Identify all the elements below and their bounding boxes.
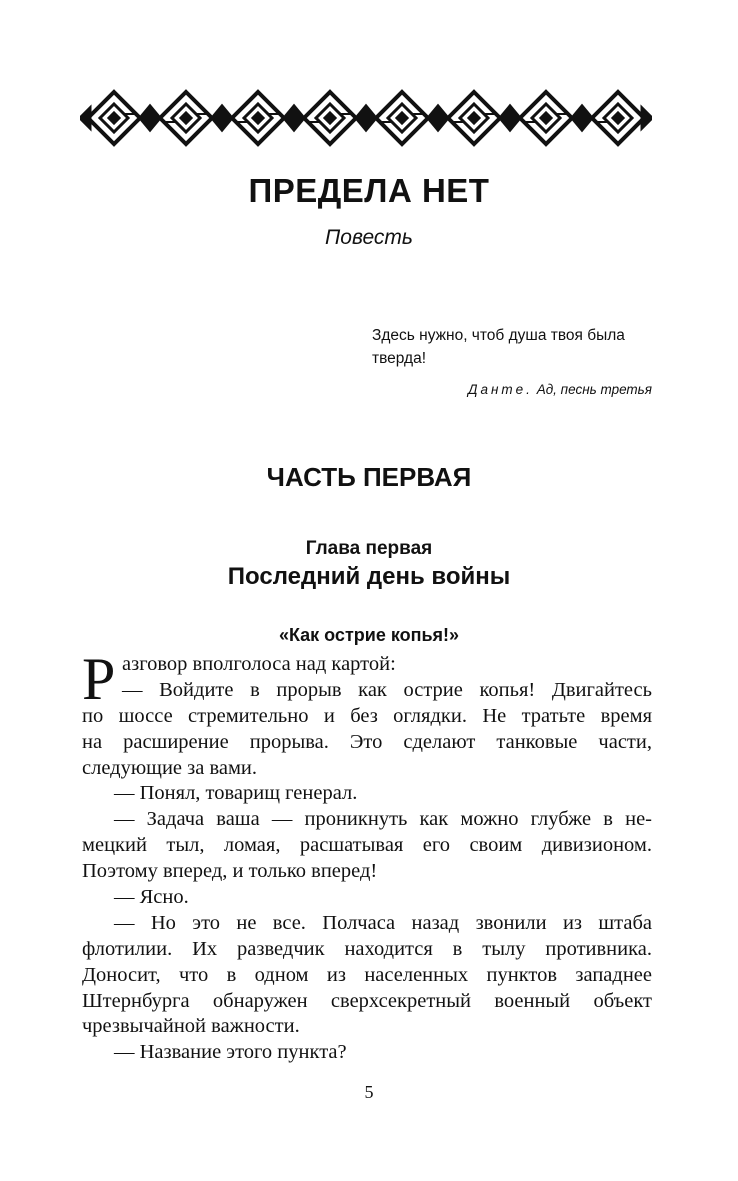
text-line: — Название этого пункта?	[114, 1041, 347, 1064]
text-line: Поэтому вперед, и только вперед!	[82, 860, 378, 883]
decorative-border-ornament	[80, 88, 652, 148]
chapter-title: Последний день войны	[227, 563, 511, 590]
epigraph-author: Данте.	[467, 382, 533, 397]
text-line: по шоссе стремительно и без оглядки. Не тратьте время	[82, 704, 652, 727]
part-title: ЧАСТЬ ПЕРВАЯ	[266, 462, 472, 492]
page-number: 5	[364, 1082, 374, 1102]
text-line: азговор вполголоса над картой:	[122, 653, 396, 675]
text-line: — Но это не все. Полчаса назад звонили из штаба	[114, 911, 652, 934]
text-line: — Ясно.	[114, 886, 189, 909]
drop-cap: Р	[82, 646, 116, 712]
text-line: Доносит, что в одном из населенных пунктов западнее	[82, 963, 652, 986]
chapter-number: Глава первая	[305, 538, 433, 559]
text-line: на расширение прорыва. Это сделают танковые части,	[82, 730, 652, 753]
text-line: Штернбурга обнаружен сверхсекретный военный объект	[82, 989, 652, 1012]
text-line: мецкий тыл, ломая, расшатывая его своим дивизионом.	[82, 834, 652, 857]
book-title: ПРЕДЕЛА НЕТ	[248, 172, 490, 209]
book-subtitle: Повесть	[325, 226, 413, 249]
text-line: чрезвычайной важности.	[82, 1015, 300, 1038]
epigraph-quote: Здесь нужно, чтоб душа твоя была твердa!	[372, 327, 625, 367]
body-text	[82, 646, 652, 1066]
epigraph-source	[372, 378, 652, 401]
epigraph	[372, 324, 652, 401]
section-title: «Как острие копья!»	[278, 625, 460, 645]
text-line: флотилии. Их разведчик находится в тылу противника.	[82, 937, 652, 960]
text-line: — Войдите в прорыв как острие копья! Двигайтесь	[122, 678, 652, 701]
text-line: следующие за вами.	[82, 756, 258, 779]
text-line: — Понял, товарищ генерал.	[114, 782, 358, 805]
epigraph-work: Ад, песнь третья	[536, 382, 652, 397]
text-line: — Задача ваша — проникнуть как можно глубже в не-	[114, 808, 652, 831]
